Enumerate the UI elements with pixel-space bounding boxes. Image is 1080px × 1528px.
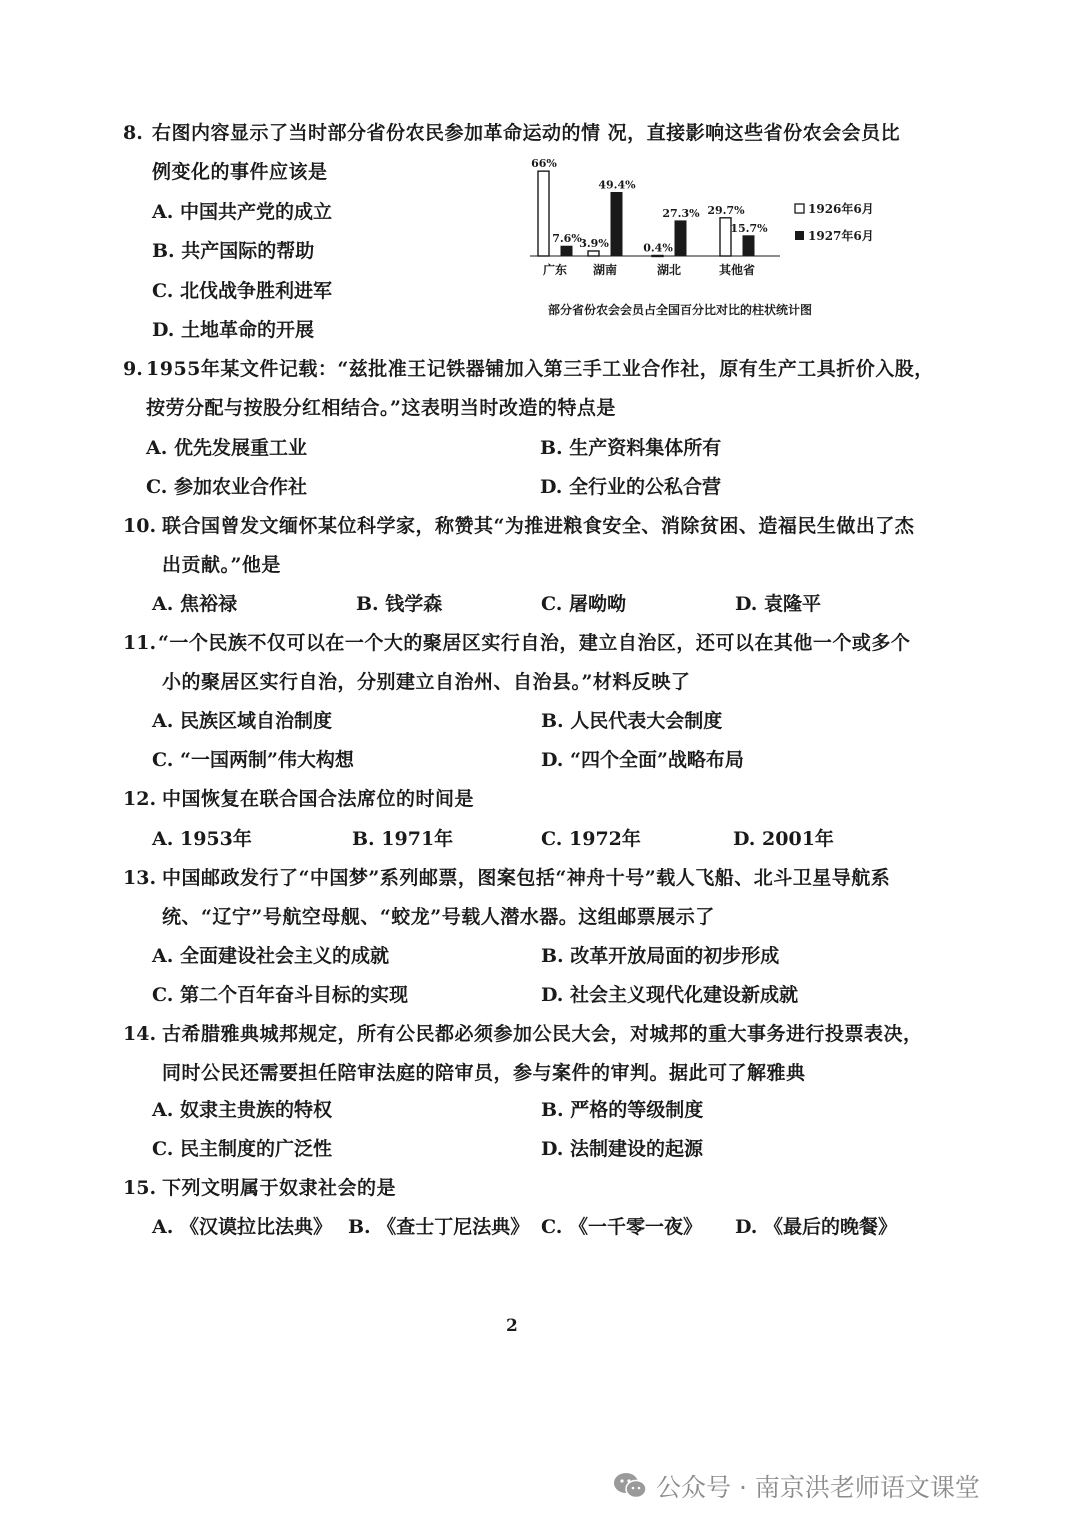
q9-number: 9.	[123, 358, 143, 380]
q13-option-a: A. 全面建设社会主义的成就	[152, 945, 389, 967]
q14-number: 14.	[123, 1023, 157, 1045]
q8-stem-line2: 例变化的事件应该是	[152, 161, 328, 183]
q8-bar-chart	[520, 150, 900, 325]
bar-1926-4	[720, 218, 731, 256]
q12-option-c: C. 1972年	[541, 828, 641, 850]
q10-stem-line1: 联合国曾发文缅怀某位科学家，称赞其“为推进粮食安全、消除贫困、造福民生做出了杰	[162, 515, 915, 537]
q14-stem-line2: 同时公民还需要担任陪审法庭的陪审员，参与案件的审判。据此可了解雅典	[162, 1062, 806, 1084]
q13-number: 13.	[123, 867, 157, 889]
q9-stem-line2: 按劳分配与按股分红相结合。”这表明当时改造的特点是	[146, 397, 616, 419]
wechat-icon	[612, 1471, 648, 1501]
page-number: 2	[506, 1316, 518, 1336]
q13-option-d: D. 社会主义现代化建设新成就	[541, 984, 799, 1006]
q8-number: 8.	[123, 122, 143, 144]
bar-1926-1	[538, 171, 549, 256]
q15-option-d: D. 《最后的晚餐》	[735, 1216, 898, 1238]
q10-stem-line2: 出贡献。”他是	[162, 554, 281, 576]
label-1927-1: 7.6%	[552, 232, 582, 246]
label-1927-4: 15.7%	[730, 221, 768, 235]
q8-option-c: C. 北伐战争胜利进军	[152, 280, 333, 302]
q13-option-b: B. 改革开放局面的初步形成	[541, 945, 780, 967]
legend-swatch-1926	[795, 204, 804, 213]
category-label-3: 湖北	[656, 263, 682, 277]
q9-stem-line1: 1955年某文件记载：“兹批准王记铁器铺加入第三手工业合作社，原有生产工具折价入股，	[146, 358, 934, 380]
category-label-4: 其他省	[718, 263, 756, 277]
label-1927-2: 49.4%	[598, 178, 636, 192]
q9-option-c: C. 参加农业合作社	[146, 476, 308, 498]
q8-option-a: A. 中国共产党的成立	[152, 201, 332, 223]
q11-option-c: C. “一国两制”伟大构想	[152, 749, 354, 771]
q11-number: 11.	[123, 632, 157, 654]
label-1927-3: 27.3%	[662, 206, 700, 220]
q11-stem-line1: “一个民族不仅可以在一个大的聚居区实行自治，建立自治区，还可以在其他一个或多个	[158, 632, 911, 654]
q8-option-d: D. 土地革命的开展	[152, 319, 315, 341]
category-label-2: 湖南	[592, 263, 618, 277]
q15-option-a: A. 《汉谟拉比法典》	[152, 1216, 332, 1238]
q12-option-d: D. 2001年	[733, 828, 834, 850]
q8-option-b: B. 共产国际的帮助	[152, 240, 315, 262]
wechat-watermark	[612, 1468, 980, 1504]
q13-option-c: C. 第二个百年奋斗目标的实现	[152, 984, 409, 1006]
q10-option-c: C. 屠呦呦	[541, 593, 627, 615]
label-1926-1: 66%	[531, 157, 557, 171]
q15-number: 15.	[123, 1177, 157, 1199]
bar-1927-1	[561, 246, 572, 256]
legend-label-1926: 1926年6月	[808, 202, 874, 216]
q14-option-d: D. 法制建设的起源	[541, 1138, 704, 1160]
q14-option-b: B. 严格的等级制度	[541, 1099, 704, 1121]
q12-option-b: B. 1971年	[352, 828, 454, 850]
label-1926-4: 29.7%	[707, 203, 745, 217]
bar-chart-svg	[520, 150, 900, 325]
q15-option-b: B. 《查士丁尼法典》	[348, 1216, 530, 1238]
q11-option-d: D. “四个全面”战略布局	[541, 749, 744, 771]
bar-1927-2	[611, 192, 622, 256]
q9-option-d: D. 全行业的公私合营	[540, 476, 722, 498]
q12-stem-line1: 中国恢复在联合国合法席位的时间是	[162, 788, 475, 810]
q11-option-b: B. 人民代表大会制度	[541, 710, 723, 732]
category-label-1: 广东	[542, 263, 568, 277]
q13-stem-line1: 中国邮政发行了“中国梦”系列邮票，图案包括“神舟十号”载人飞船、北斗卫星导航系	[162, 867, 891, 889]
label-1926-3: 0.4%	[643, 241, 673, 255]
q14-option-c: C. 民主制度的广泛性	[152, 1138, 333, 1160]
q9-option-a: A. 优先发展重工业	[146, 437, 307, 459]
q12-number: 12.	[123, 788, 157, 810]
bar-1927-4	[743, 236, 754, 256]
q13-stem-line2: 统、“辽宁”号航空母舰、“蛟龙”号载人潜水器。这组邮票展示了	[162, 906, 715, 928]
q11-stem-line2: 小的聚居区实行自治，分别建立自治州、自治县。”材料反映了	[162, 671, 691, 693]
q10-option-a: A. 焦裕禄	[152, 593, 237, 615]
q10-option-b: B. 钱学森	[356, 593, 443, 615]
label-1926-2: 3.9%	[579, 236, 609, 250]
q9-option-b: B. 生产资料集体所有	[540, 437, 722, 459]
q14-stem-line1: 古希腊雅典城邦规定，所有公民都必须参加公民大会，对城邦的重大事务进行投票表决，	[162, 1023, 923, 1045]
q14-option-a: A. 奴隶主贵族的特权	[152, 1099, 332, 1121]
bar-1927-3	[675, 221, 686, 256]
legend-label-1927: 1927年6月	[808, 229, 874, 243]
watermark-text: 公众号 · 南京洪老师语文课堂	[656, 1473, 980, 1502]
bar-1926-2	[588, 251, 599, 256]
q10-option-d: D. 袁隆平	[735, 593, 822, 615]
q8-stem-line1: 右图内容显示了当时部分省份农民参加革命运动的情 况，直接影响这些省份农会会员比	[152, 122, 901, 144]
q10-number: 10.	[123, 515, 157, 537]
legend-swatch-1927	[795, 231, 804, 240]
q15-option-c: C. 《一千零一夜》	[541, 1216, 703, 1238]
chart-caption: 部分省份农会会员占全国百分比对比的柱状统计图	[547, 303, 813, 317]
q15-stem-line1: 下列文明属于奴隶社会的是	[162, 1177, 397, 1199]
q12-option-a: A. 1953年	[152, 828, 252, 850]
q11-option-a: A. 民族区域自治制度	[152, 710, 332, 732]
